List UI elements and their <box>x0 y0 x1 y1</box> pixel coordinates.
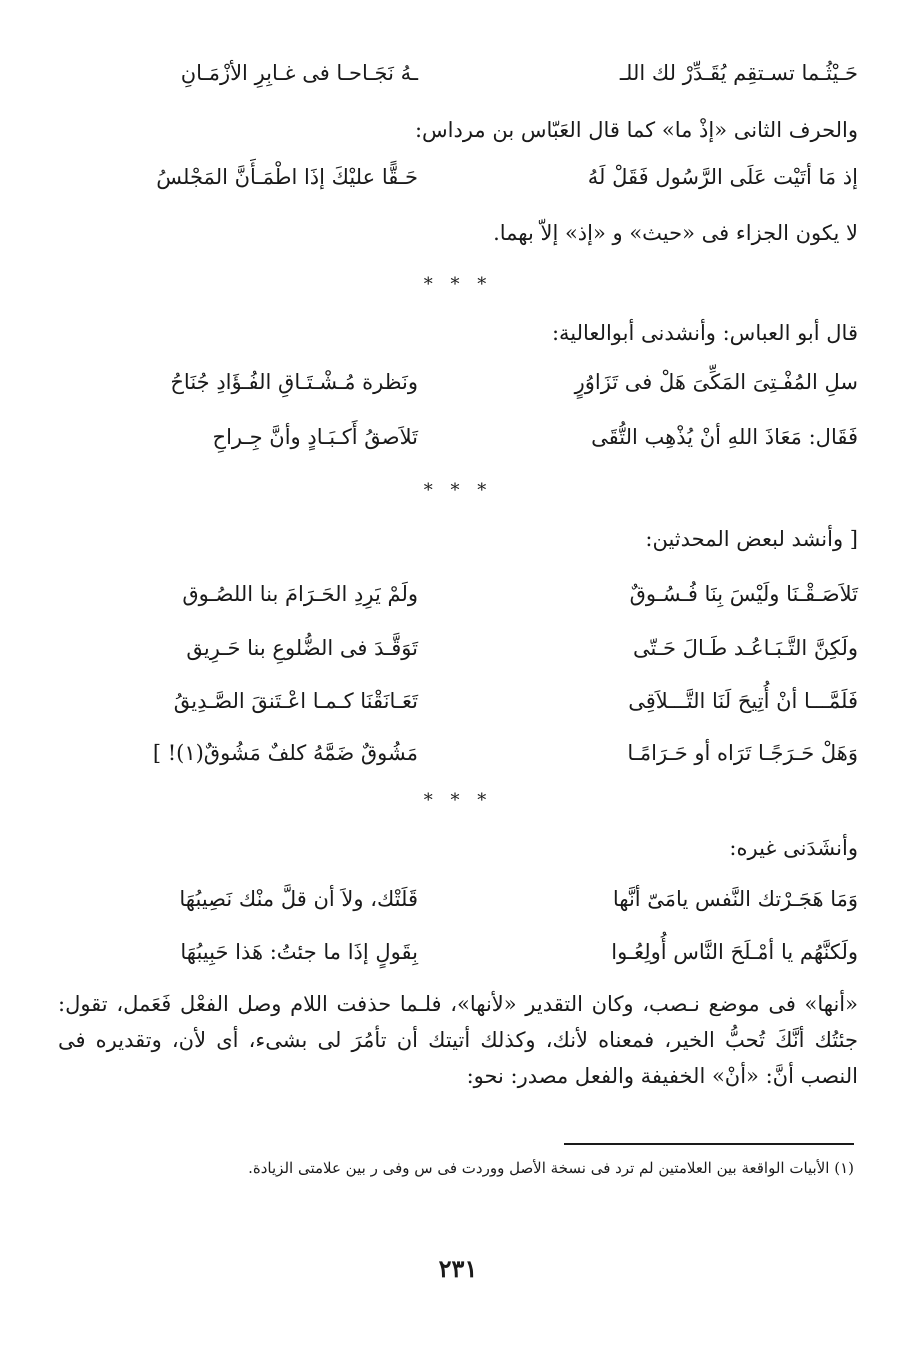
verse-line-5 <box>58 577 858 611</box>
verse-hemistich-second: مَشُوقٌ ضَمَّهُ كلفٌ مَشُوقٌ(١)! ] <box>152 741 418 765</box>
verse-hemistich-first: سلِ المُفْـتِىَ المَكِّىَ هَلْ فى تَزَاوُرٍ <box>574 370 858 394</box>
verse-hemistich-first: فَقَال: مَعَاذَ اللهِ أنْ يُذْهِب التُّقَى <box>591 425 858 449</box>
verse-hemistich-first: تَلاَصَـقْـنَا ولَيْسَ بِنَا فُـسُـوقٌ <box>629 582 858 606</box>
verse-hemistich-first: ولَكِنَّ التَّـبَـاعُـد طَـالَ حَـتّى <box>633 636 858 660</box>
verse-line-1 <box>58 56 858 90</box>
verse-line-6 <box>58 631 858 665</box>
verse-line-10 <box>58 935 858 969</box>
verse-hemistich-second: تَوَقَّـدَ فى الضُّلوعِ بنا حَـرِيق <box>186 636 418 660</box>
verse-hemistich-second: ولَمْ يَرِدِ الحَـرَامَ بنا اللصُـوق <box>182 582 418 606</box>
verse-hemistich-first: وَهَلْ حَـرَجًـا تَرَاه أو حَـرَامًـا <box>627 741 858 765</box>
verse-hemistich-second: تَلاَصقُ أَكـبَـادٍ وأنَّ جِـراحِ <box>212 425 418 449</box>
footnote: (١) الأبيات الواقعة بين العلامتين لم ترد فى نسخة الأصل ووردت فى س وفى ر بين علامتى الزيادة. <box>248 1159 854 1177</box>
text-line: والحرف الثانى «إذْ ما» كما قال العَبّاس بن مرداس: <box>414 118 858 142</box>
verse-hemistich-second: قَلَتْك، ولاَ أن قلَّ منْك نَصِيبُهَا <box>179 887 418 911</box>
verse-line-8 <box>58 736 858 770</box>
verse-hemistich-first: فَلَمَّـــا أنْ أُتِيحَ لَنَا التَّـــلاَقِى <box>628 689 858 713</box>
verse-hemistich-second: ـهُ نَجَـاحـا فى غـابِرِ الأزْمَـانِ <box>180 61 418 85</box>
text-line: لا يكون الجزاء فى «حيث» و «إذ» إلاّ بهما. <box>493 221 858 245</box>
verse-hemistich-first: حَـيْثُـما تسـتقِم يُقَـدِّرْ لك اللـ <box>619 61 858 85</box>
verse-hemistich-first: ولَكنَّهُم يا أمْـلَحَ النَّاس أُولِعُـوا <box>611 940 858 964</box>
verse-line-2 <box>58 160 858 194</box>
verse-line-3 <box>58 365 858 399</box>
verse-line-7 <box>58 684 858 718</box>
verse-hemistich-second: بِقَولٍ إذَا ما جئتُ: هَذا حَبِيبُهَا <box>180 940 418 964</box>
verse-hemistich-second: ونَظرة مُـشْـتَـاقِ الفُـؤَادِ جُنَاحُ <box>170 370 418 394</box>
text-line: وأنشَدَنى غيره: <box>729 836 858 860</box>
page-number: ٢٣١ <box>438 1254 478 1283</box>
verse-hemistich-second: تَعَـانَقْنَا كـمـا اعْـتَنقَ الصَّـدِيقُ <box>173 689 418 713</box>
prose-paragraph: «أنها» فى موضع نـصب، وكان التقدير «لأنها»، فلـما حذفت اللام وصل الفعْل فَعَمل، تقول: جئتُك أنَّكَ تُحبُّ الخير، فمعناه لأنك، وكذلك أتيتك أن تأمُرَ لى بشىء، أى لأن، وتقديره فى النصب أنَّ: «أنْ» الخفيفة والفعل مصدر: نحو: <box>58 992 858 1088</box>
section-separator: * * * <box>423 480 493 501</box>
section-separator: * * * <box>423 790 493 811</box>
verse-line-4 <box>58 420 858 454</box>
verse-hemistich-first: إذ مَا أتَيْت عَلَى الرَّسُول فَقَلْ لَهُ <box>587 165 858 189</box>
verse-hemistich-second: حَـقًّا عليْكَ إذَا اطْمَـأَنَّ المَجْلسُ <box>156 165 418 189</box>
text-line: [ وأنشد لبعض المحدثين: <box>645 527 858 551</box>
text-line: قال أبو العباس: وأنشدنى أبوالعالية: <box>551 321 858 345</box>
footnote-divider <box>564 1143 854 1145</box>
verse-hemistich-first: وَمَا هَجَـرْتك النَّفس يامَىّ أنَّها <box>612 887 858 911</box>
verse-line-9 <box>58 882 858 916</box>
section-separator: * * * <box>423 274 493 295</box>
